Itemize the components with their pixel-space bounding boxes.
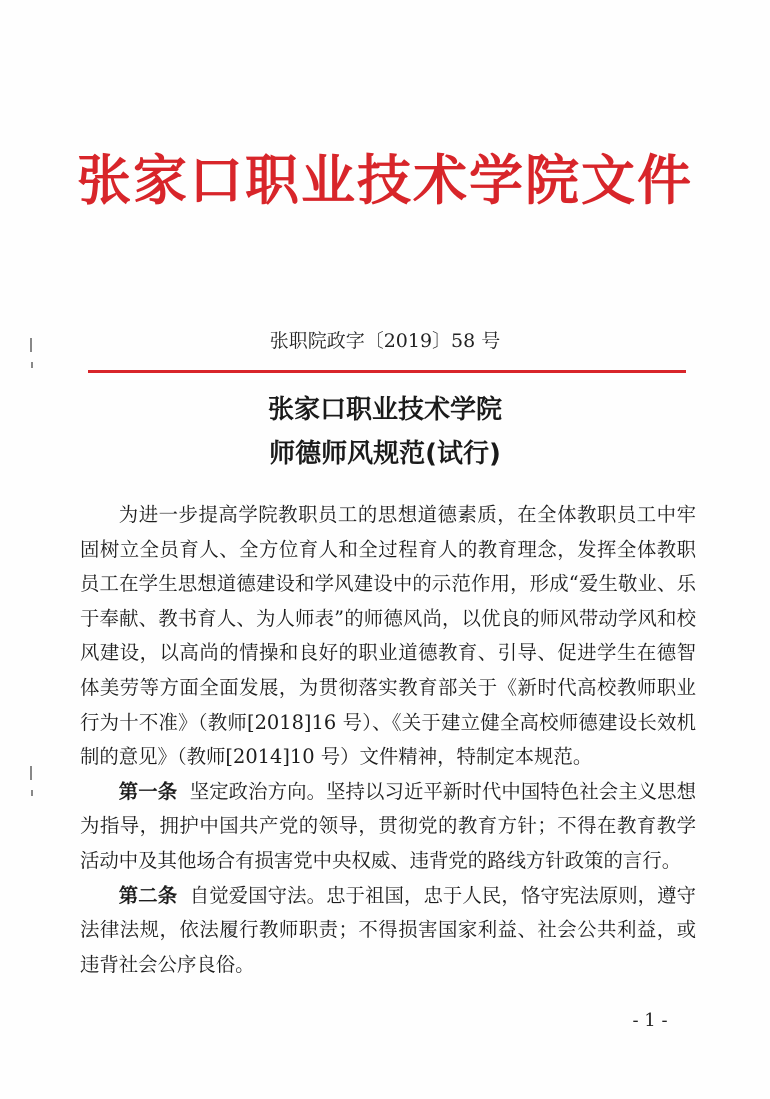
article-paragraph	[80, 879, 696, 983]
article-text: 自觉爱国守法。忠于祖国，忠于人民，恪守宪法原则，遵守法律法规，依法履行教师职责；不得损害国家利益、社会公共利益，或违背社会公序良俗。	[80, 883, 697, 976]
red-divider-line	[88, 370, 686, 373]
binding-hole-mark	[30, 338, 32, 352]
binding-hole-mark	[31, 790, 33, 796]
article-paragraph	[80, 775, 696, 879]
document-body	[80, 498, 696, 982]
binding-hole-mark	[30, 766, 32, 780]
document-number: 张职院政字〔2019〕58 号	[269, 330, 501, 352]
document-header-title: 张家口职业技术学院文件	[77, 148, 693, 212]
document-title-line-1: 张家口职业技术学院	[267, 395, 502, 425]
binding-hole-mark	[31, 362, 33, 368]
page-number: - 1 -	[632, 1010, 668, 1031]
article-text: 坚定政治方向。坚持以习近平新时代中国特色社会主义思想为指导，拥护中国共产党的领导，贯彻党的教育方针；不得在教育教学活动中及其他场合有损害党中央权威、违背党的路线方针政策的言行。	[80, 779, 697, 872]
article-label: 第一条	[118, 779, 178, 803]
article-label: 第二条	[118, 883, 178, 907]
intro-paragraph: 为进一步提高学院教职员工的思想道德素质，在全体教职员工中牢固树立全员育人、全方位育人和全过程育人的教育理念，发挥全体教职员工在学生思想道德建设和学风建设中的示范作用，形成“爱生敬业、乐于奉献、教书育人、为人师表”的师德风尚，以优良的师风带动学风和校风建设，以高尚的情操和良好的职业道德教育、引导、促进学生在德智体美劳等方面全面发展，为贯彻落实教育部关于《新时代高校教师职业行为十不准》（教师[2018]16 号）、《关于建立健全高校师德建设长效机制的意见》（教师[2014]10 号）文件精神，特制定本规范。	[80, 503, 696, 769]
document-title-line-2: 师德师风规范(试行)	[269, 439, 501, 469]
